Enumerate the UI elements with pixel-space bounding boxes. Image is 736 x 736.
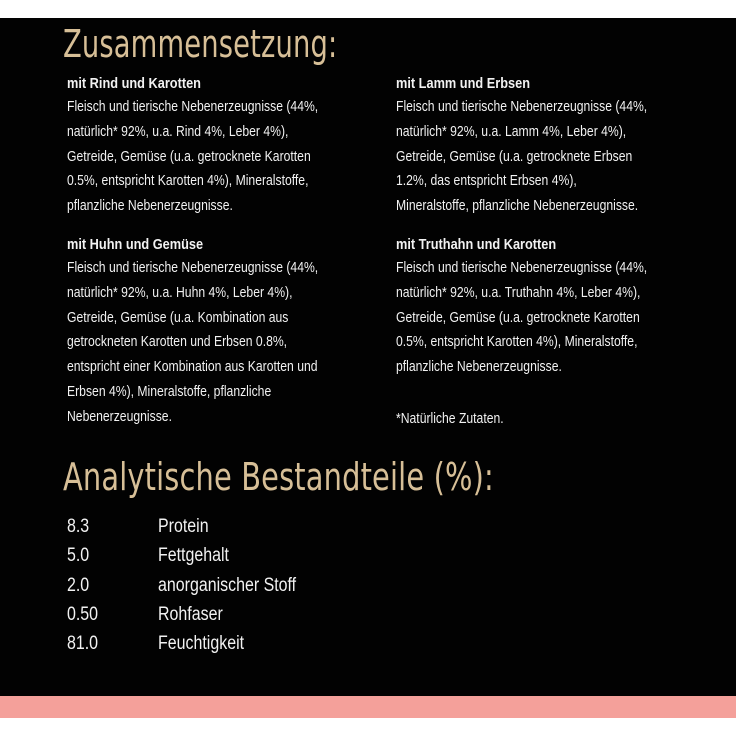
block-line: Fleisch und tierische Nebenerzeugnisse (44%,	[396, 260, 648, 276]
block-line: Nebenerzeugnisse.	[67, 408, 172, 425]
block-line: Fleisch und tierische Nebenerzeugnisse (44%,	[396, 99, 648, 115]
block-line: Getreide, Gemüse (u.a. getrocknete Erbsen	[396, 148, 633, 165]
analysis-label: Feuchtigkeit	[158, 633, 245, 655]
block-title: mit Truthahn und Karotten	[396, 237, 557, 253]
block-line: Erbsen 4%), Mineralstoffe, pflanzliche	[67, 383, 272, 400]
footnote: *Natürliche Zutaten.	[396, 411, 504, 427]
block-line: Mineralstoffe, pflanzliche Nebenerzeugnisse.	[396, 198, 639, 215]
analysis-value: 5.0	[67, 545, 90, 567]
block-line: 0.5%, entspricht Karotten 4%), Mineralstoffe,	[396, 334, 638, 351]
analysis-label: Rohfaser	[158, 603, 223, 625]
composition-block-huhn	[67, 235, 407, 430]
block-line: Getreide, Gemüse (u.a. getrocknete Karotten	[396, 309, 640, 326]
block-line: entspricht einer Kombination aus Karotten und	[67, 359, 318, 376]
block-line: natürlich* 92%, u.a. Truthahn 4%, Leber 4%),	[396, 284, 641, 301]
analysis-heading: Analytische Bestandteile (%):	[63, 455, 494, 499]
block-line: 1.2%, das entspricht Erbsen 4%),	[396, 173, 577, 190]
composition-block-lamm	[396, 74, 736, 219]
analysis-label: anorganischer Stoff	[158, 574, 297, 596]
block-title: mit Huhn und Gemüse	[67, 237, 204, 253]
block-line: pflanzliche Nebenerzeugnisse.	[67, 198, 233, 215]
block-line: Fleisch und tierische Nebenerzeugnisse (44%,	[67, 99, 319, 115]
analysis-value: 0.50	[67, 603, 99, 625]
block-line: natürlich* 92%, u.a. Lamm 4%, Leber 4%),	[396, 123, 627, 140]
analysis-label: Fettgehalt	[158, 545, 229, 567]
analysis-value: 2.0	[67, 574, 90, 596]
block-title: mit Lamm und Erbsen	[396, 76, 531, 92]
block-line: Getreide, Gemüse (u.a. Kombination aus	[67, 309, 289, 326]
block-line: pflanzliche Nebenerzeugnisse.	[396, 359, 562, 376]
block-line: natürlich* 92%, u.a. Huhn 4%, Leber 4%),	[67, 284, 293, 301]
analysis-value: 81.0	[67, 633, 99, 655]
block-title: mit Rind und Karotten	[67, 76, 201, 92]
composition-heading: Zusammensetzung:	[63, 22, 338, 66]
block-line: Getreide, Gemüse (u.a. getrocknete Karotten	[67, 148, 311, 165]
block-line: natürlich* 92%, u.a. Rind 4%, Leber 4%),	[67, 123, 289, 140]
analysis-value: 8.3	[67, 516, 90, 537]
composition-block-rind	[67, 74, 407, 219]
pink-strip	[0, 696, 736, 718]
block-line: 0.5%, entspricht Karotten 4%), Mineralstoffe,	[67, 173, 309, 190]
composition-block-truthahn	[396, 235, 736, 380]
block-line: getrockneten Karotten und Erbsen 0.8%,	[67, 334, 288, 351]
analysis-label: Protein	[158, 516, 209, 537]
block-line: Fleisch und tierische Nebenerzeugnisse (44%,	[67, 260, 319, 276]
